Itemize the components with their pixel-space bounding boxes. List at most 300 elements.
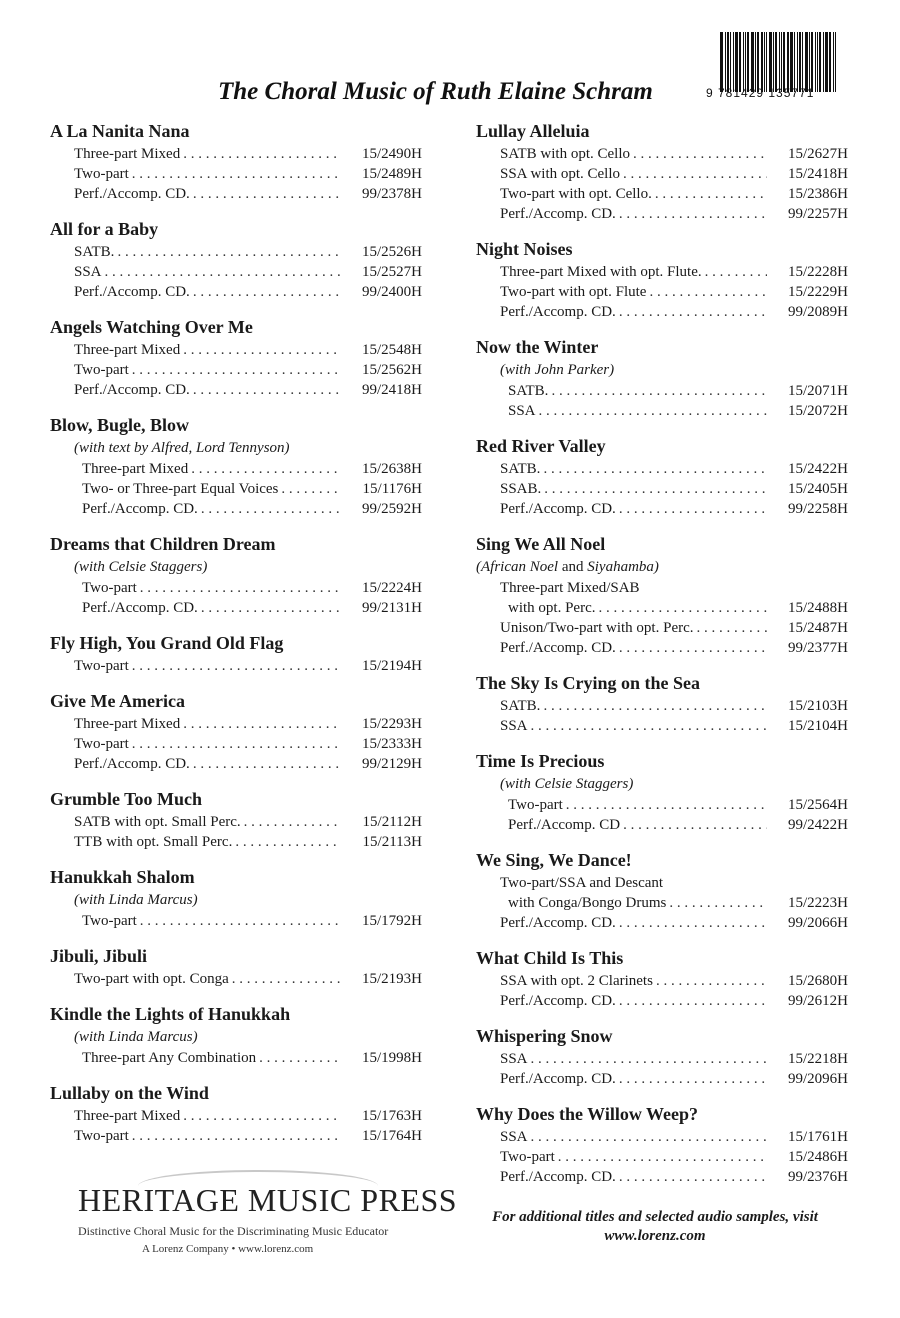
catalog-number: 99/2258H: [788, 501, 848, 517]
voicing-line: [476, 1167, 848, 1187]
song-entry: [476, 336, 848, 421]
song-entry: [50, 945, 422, 989]
dot-leader: [599, 598, 768, 618]
barcode-bar: [733, 32, 734, 92]
voicing-line: [476, 971, 848, 991]
song-entry: [50, 414, 422, 519]
voicing-line: [476, 1069, 848, 1089]
catalog-number: 15/2486H: [788, 1149, 848, 1165]
barcode-bar: [783, 32, 785, 92]
dot-leader: [619, 1167, 767, 1187]
voicing-label: Three-part Any Combination: [82, 1050, 257, 1066]
song-credit: (with Celsie Staggers): [500, 776, 634, 792]
voicing-line: [50, 242, 422, 262]
dot-leader: [633, 144, 767, 164]
voicing-line: [476, 381, 848, 401]
song-entry: [476, 947, 848, 1011]
song-title: Sing We All Noel: [476, 534, 606, 554]
publisher-name: HERITAGE MUSIC PRESS: [78, 1182, 458, 1218]
song-entry: [476, 672, 848, 736]
right-column: [476, 120, 848, 1201]
barcode-bar: [757, 32, 759, 92]
dot-leader: [193, 282, 341, 302]
song-entry: [50, 316, 422, 400]
catalog-number: 15/2548H: [362, 342, 422, 358]
dot-leader: [244, 812, 341, 832]
song-entry: [50, 866, 422, 931]
voicing-label: Unison/Two-part with opt. Perc.: [500, 620, 694, 636]
barcode-bar: [802, 32, 803, 92]
catalog-number: 15/2564H: [788, 797, 848, 813]
voicing-line: [476, 913, 848, 933]
barcode-bar: [751, 32, 754, 92]
voicing-line: [50, 911, 422, 931]
song-entry: [50, 788, 422, 852]
voicing-line: [50, 360, 422, 380]
dot-leader: [619, 991, 767, 1011]
voicing-label: with Conga/Bongo Drums: [508, 895, 667, 911]
catalog-number: 99/2257H: [788, 206, 848, 222]
barcode-bar: [725, 32, 726, 92]
dot-leader: [193, 184, 341, 204]
voicing-label: Perf./Accomp. CD.: [500, 1169, 616, 1185]
voicing-line: [476, 815, 848, 835]
voicing-label: Three-part Mixed: [74, 146, 181, 162]
catalog-number: 15/2113H: [362, 834, 422, 850]
voicing-label: Two-part: [82, 913, 137, 929]
dot-leader: [117, 242, 341, 262]
voicing-label: SATB.: [74, 244, 115, 260]
voicing-line: [50, 1106, 422, 1126]
dot-leader: [183, 144, 341, 164]
catalog-number: 99/2422H: [788, 817, 848, 833]
dot-leader: [132, 360, 341, 380]
song-entry: [50, 120, 422, 204]
song-title: Red River Valley: [476, 436, 606, 456]
voicing-label: Two-part: [82, 580, 137, 596]
dot-leader: [140, 578, 341, 598]
dot-leader: [619, 204, 767, 224]
catalog-number: 99/2089H: [788, 304, 848, 320]
voicing-line: [50, 479, 422, 499]
dot-leader: [201, 598, 341, 618]
footnote: For additional titles and selected audio samples, visit www.lorenz.com: [492, 1209, 818, 1244]
voicing-label: Perf./Accomp. CD.: [500, 206, 616, 222]
song-title: Angels Watching Over Me: [50, 317, 253, 337]
song-title: We Sing, We Dance!: [476, 850, 632, 870]
barcode-bar: [817, 32, 818, 92]
voicing-line: [50, 262, 422, 282]
catalog-number: 15/2194H: [362, 658, 422, 674]
song-entry: [476, 435, 848, 519]
voicing-line: [476, 144, 848, 164]
voicing-line: [476, 893, 848, 913]
voicing-label: SSA with opt. 2 Clarinets: [500, 973, 653, 989]
voicing-label: Two-part with opt. Cello.: [500, 186, 652, 202]
dot-leader: [191, 459, 341, 479]
voicing-label: Perf./Accomp. CD.: [74, 382, 190, 398]
voicing-label: SATB.: [508, 383, 549, 399]
barcode-bar: [730, 32, 731, 92]
song-title: What Child Is This: [476, 948, 624, 968]
catalog-number: 15/2487H: [788, 620, 848, 636]
song-title: Kindle the Lights of Hanukkah: [50, 1004, 291, 1024]
catalog-number: 15/2071H: [788, 383, 848, 399]
catalog-number: 15/1176H: [362, 481, 422, 497]
voicing-line: [476, 618, 848, 638]
song-title: Whispering Snow: [476, 1026, 613, 1046]
catalog-number: 15/2638H: [362, 461, 422, 477]
voicing-label: Perf./Accomp. CD.: [82, 501, 198, 517]
song-title: Jibuli, Jibuli: [50, 946, 148, 966]
catalog-number: 99/2376H: [788, 1169, 848, 1185]
voicing-label: SSA: [74, 264, 102, 280]
dot-leader: [543, 459, 767, 479]
barcode-bar: [773, 32, 774, 92]
song-entry: [476, 533, 848, 658]
voicing-line: [476, 479, 848, 499]
catalog-number: 15/2229H: [788, 284, 848, 300]
barcode-bar: [720, 32, 723, 92]
dot-leader: [551, 381, 767, 401]
dot-leader: [531, 1127, 767, 1147]
dot-leader: [183, 1106, 341, 1126]
voicing-line: [50, 714, 422, 734]
voicing-label: SSAB.: [500, 481, 542, 497]
song-title: Hanukkah Shalom: [50, 867, 195, 887]
dot-leader: [132, 1126, 341, 1146]
voicing-label: Two-part: [74, 166, 129, 182]
dot-leader: [193, 380, 341, 400]
song-title: Lullaby on the Wind: [50, 1083, 209, 1103]
voicing-line: [476, 401, 848, 421]
dot-leader: [619, 1069, 767, 1089]
barcode-bar: [829, 32, 831, 92]
song-entry: [476, 849, 848, 933]
barcode-bar: [764, 32, 765, 92]
song-title: Now the Winter: [476, 337, 599, 357]
dot-leader: [543, 696, 767, 716]
voicing-label: Perf./Accomp. CD.: [500, 304, 616, 320]
dot-leader: [669, 893, 767, 913]
dot-leader: [232, 969, 341, 989]
catalog-number: 15/2527H: [362, 264, 422, 280]
song-title: Blow, Bugle, Blow: [50, 415, 190, 435]
song-credit: (with John Parker): [500, 362, 615, 378]
voicing-label: Two-part: [74, 736, 129, 752]
voicing-line: [50, 1048, 422, 1068]
voicing-label: with opt. Perc.: [508, 600, 596, 616]
catalog-number: 99/2096H: [788, 1071, 848, 1087]
voicing-label: Two- or Three-part Equal Voices: [82, 481, 279, 497]
dot-leader: [539, 401, 767, 421]
song-credit: (with Linda Marcus): [74, 892, 198, 908]
barcode-bar: [797, 32, 798, 92]
barcode: [720, 32, 850, 92]
barcode-bar: [766, 32, 767, 92]
catalog-number: 15/2405H: [788, 481, 848, 497]
barcode-bar: [825, 32, 828, 92]
catalog-number: 15/2224H: [362, 580, 422, 596]
dot-leader: [183, 340, 341, 360]
voicing-label: Perf./Accomp. CD.: [500, 501, 616, 517]
voicing-label: Two-part: [500, 1149, 555, 1165]
left-column: [50, 120, 422, 1160]
catalog-number: 15/2680H: [788, 973, 848, 989]
voicing-line: [50, 832, 422, 852]
barcode-bar: [727, 32, 729, 92]
catalog-number: 15/2228H: [788, 264, 848, 280]
dot-leader: [132, 656, 341, 676]
voicing-label: Perf./Accomp. CD.: [74, 756, 190, 772]
song-entry: [476, 238, 848, 322]
dot-leader: [705, 262, 767, 282]
voicing-line: [476, 696, 848, 716]
dot-leader: [649, 282, 767, 302]
voicing-line: [476, 1049, 848, 1069]
barcode-bar: [775, 32, 777, 92]
dot-leader: [623, 815, 767, 835]
voicing-label: Perf./Accomp. CD.: [74, 284, 190, 300]
song-title: A La Nanita Nana: [50, 121, 190, 141]
barcode-bar: [819, 32, 821, 92]
dot-leader: [619, 638, 767, 658]
voicing-label: Three-part Mixed with opt. Flute.: [500, 264, 702, 280]
voicing-line: [476, 1127, 848, 1147]
dot-leader: [183, 714, 341, 734]
catalog-number: 99/2377H: [788, 640, 848, 656]
voicing-label: Perf./Accomp. CD.: [500, 993, 616, 1009]
barcode-bar: [787, 32, 789, 92]
song-credit: (with Celsie Staggers): [74, 559, 208, 575]
voicing-label: Two-part: [74, 362, 129, 378]
song-title: The Sky Is Crying on the Sea: [476, 673, 701, 693]
voicing-label: Perf./Accomp. CD: [508, 817, 621, 833]
page-title: The Choral Music of Ruth Elaine Schram: [218, 78, 653, 105]
voicing-line: [50, 578, 422, 598]
song-entry: [50, 1082, 422, 1146]
dot-leader: [132, 164, 341, 184]
voicing-label: Three-part Mixed: [74, 1108, 181, 1124]
voicing-label: Three-part Mixed: [82, 461, 189, 477]
barcode-bar: [794, 32, 795, 92]
barcode-bar: [809, 32, 810, 92]
barcode-bar: [739, 32, 741, 92]
voicing-label: SATB.: [500, 461, 541, 477]
barcode-bar: [781, 32, 782, 92]
song-entry: [476, 1025, 848, 1089]
catalog-number: 99/2612H: [788, 993, 848, 1009]
voicing-line: [50, 754, 422, 774]
voicing-line: [50, 969, 422, 989]
barcode-bar: [811, 32, 813, 92]
voicing-label: Two-part with opt. Flute: [500, 284, 647, 300]
voicing-line: [476, 716, 848, 736]
catalog-number: 15/2293H: [362, 716, 422, 732]
dot-leader: [655, 184, 767, 204]
voicing-label: Two-part with opt. Conga: [74, 971, 229, 987]
voicing-label: SSA: [508, 403, 536, 419]
song-entry: [476, 1103, 848, 1187]
voicing-line: [50, 144, 422, 164]
song-entry: [50, 218, 422, 302]
voicing-label: SSA with opt. Cello: [500, 166, 621, 182]
catalog-number: 99/2378H: [362, 186, 422, 202]
voicing-label: Two-part: [74, 658, 129, 674]
voicing-line: [50, 459, 422, 479]
voicing-label: Perf./Accomp. CD.: [500, 1071, 616, 1087]
dot-leader: [201, 499, 341, 519]
barcode-bar: [743, 32, 744, 92]
dot-leader: [193, 754, 341, 774]
barcode-bar: [735, 32, 738, 92]
song-entry: [50, 690, 422, 774]
barcode-bar: [790, 32, 793, 92]
catalog-number: 15/1763H: [362, 1108, 422, 1124]
song-entry: [476, 120, 848, 224]
dot-leader: [235, 832, 341, 852]
catalog-number: 15/2386H: [788, 186, 848, 202]
dot-leader: [619, 499, 767, 519]
barcode-bar: [833, 32, 834, 92]
voicing-line: [476, 991, 848, 1011]
dot-leader: [656, 971, 767, 991]
dot-leader: [531, 1049, 767, 1069]
voicing-line: [50, 164, 422, 184]
voicing-label: Perf./Accomp. CD.: [500, 640, 616, 656]
voicing-line: [476, 598, 848, 618]
barcode-bar: [815, 32, 816, 92]
voicing-line: [476, 459, 848, 479]
voicing-line: [50, 499, 422, 519]
song-entry: [50, 1003, 422, 1068]
voicing-label: Two-part: [508, 797, 563, 813]
catalog-number: 15/2218H: [788, 1051, 848, 1067]
barcode-bar: [823, 32, 824, 92]
voicing-line: Three-part Mixed/SAB: [500, 580, 640, 596]
voicing-line: [50, 1126, 422, 1146]
catalog-number: 99/2418H: [362, 382, 422, 398]
song-title: Dreams that Children Dream: [50, 534, 276, 554]
voicing-line: [476, 499, 848, 519]
voicing-label: TTB with opt. Small Perc.: [74, 834, 233, 850]
barcode-bar: [755, 32, 756, 92]
voicing-label: SATB with opt. Small Perc.: [74, 814, 241, 830]
barcode-bar: [799, 32, 801, 92]
voicing-line: [476, 302, 848, 322]
dot-leader: [619, 913, 767, 933]
voicing-label: SSA: [500, 1129, 528, 1145]
song-title: Fly High, You Grand Old Flag: [50, 633, 284, 653]
dot-leader: [140, 911, 341, 931]
voicing-line: [50, 340, 422, 360]
dot-leader: [619, 302, 767, 322]
catalog-number: 99/2066H: [788, 915, 848, 931]
voicing-label: Two-part: [74, 1128, 129, 1144]
barcode-bar: [779, 32, 780, 92]
catalog-number: 99/2129H: [362, 756, 422, 772]
catalog-number: 15/2489H: [362, 166, 422, 182]
catalog-number: 99/2131H: [362, 600, 422, 616]
voicing-line: [476, 795, 848, 815]
catalog-number: 15/1792H: [362, 913, 422, 929]
song-entry: [476, 750, 848, 835]
song-title: Time Is Precious: [476, 751, 605, 771]
catalog-number: 15/2422H: [788, 461, 848, 477]
voicing-label: Perf./Accomp. CD.: [82, 600, 198, 616]
voicing-label: Perf./Accomp. CD.: [74, 186, 190, 202]
voicing-label: SSA: [500, 1051, 528, 1067]
voicing-line: [476, 204, 848, 224]
voicing-line: [50, 380, 422, 400]
catalog-number: 15/2333H: [362, 736, 422, 752]
catalog-number: 15/2627H: [788, 146, 848, 162]
voicing-line: [50, 184, 422, 204]
barcode-bar: [745, 32, 746, 92]
catalog-number: 15/2072H: [788, 403, 848, 419]
voicing-line: [476, 1147, 848, 1167]
dot-leader: [623, 164, 767, 184]
voicing-label: Three-part Mixed: [74, 716, 181, 732]
catalog-number: 15/2104H: [788, 718, 848, 734]
dot-leader: [558, 1147, 767, 1167]
barcode-bar: [769, 32, 772, 92]
voicing-label: SSA: [500, 718, 528, 734]
song-title: Night Noises: [476, 239, 573, 259]
catalog-number: 15/2526H: [362, 244, 422, 260]
voicing-line: [50, 598, 422, 618]
catalog-number: 15/2193H: [362, 971, 422, 987]
voicing-label: SATB.: [500, 698, 541, 714]
dot-leader: [105, 262, 341, 282]
voicing-line: [476, 282, 848, 302]
catalog-number: 15/1761H: [788, 1129, 848, 1145]
song-title: Why Does the Willow Weep?: [476, 1104, 699, 1124]
publisher-tagline: Distinctive Choral Music for the Discriminating Music Educator: [78, 1224, 389, 1238]
catalog-number: 15/2103H: [788, 698, 848, 714]
voicing-label: SATB with opt. Cello: [500, 146, 631, 162]
voicing-line: Two-part/SSA and Descant: [500, 875, 664, 891]
barcode-bar: [761, 32, 763, 92]
dot-leader: [531, 716, 767, 736]
song-title: Lullay Alleluia: [476, 121, 590, 141]
song-title: All for a Baby: [50, 219, 159, 239]
song-title: Give Me America: [50, 691, 185, 711]
voicing-label: Three-part Mixed: [74, 342, 181, 358]
voicing-line: [476, 262, 848, 282]
catalog-number: 15/2490H: [362, 146, 422, 162]
song-title: Grumble Too Much: [50, 789, 203, 809]
catalog-number: 15/2223H: [788, 895, 848, 911]
barcode-bar: [747, 32, 749, 92]
catalog-number: 99/2400H: [362, 284, 422, 300]
catalog-number: 15/1764H: [362, 1128, 422, 1144]
catalog-number: 15/2562H: [362, 362, 422, 378]
voicing-label: Perf./Accomp. CD.: [500, 915, 616, 931]
voicing-line: [50, 282, 422, 302]
dot-leader: [697, 618, 767, 638]
voicing-line: [476, 184, 848, 204]
catalog-number: 99/2592H: [362, 501, 422, 517]
song-credit: (with Linda Marcus): [74, 1029, 198, 1045]
barcode-bar: [835, 32, 836, 92]
voicing-line: [50, 656, 422, 676]
voicing-line: [476, 638, 848, 658]
dot-leader: [259, 1048, 341, 1068]
song-credit: [476, 557, 848, 578]
song-credit-part: and: [558, 559, 588, 575]
publisher-subline: A Lorenz Company • www.lorenz.com: [142, 1243, 314, 1255]
